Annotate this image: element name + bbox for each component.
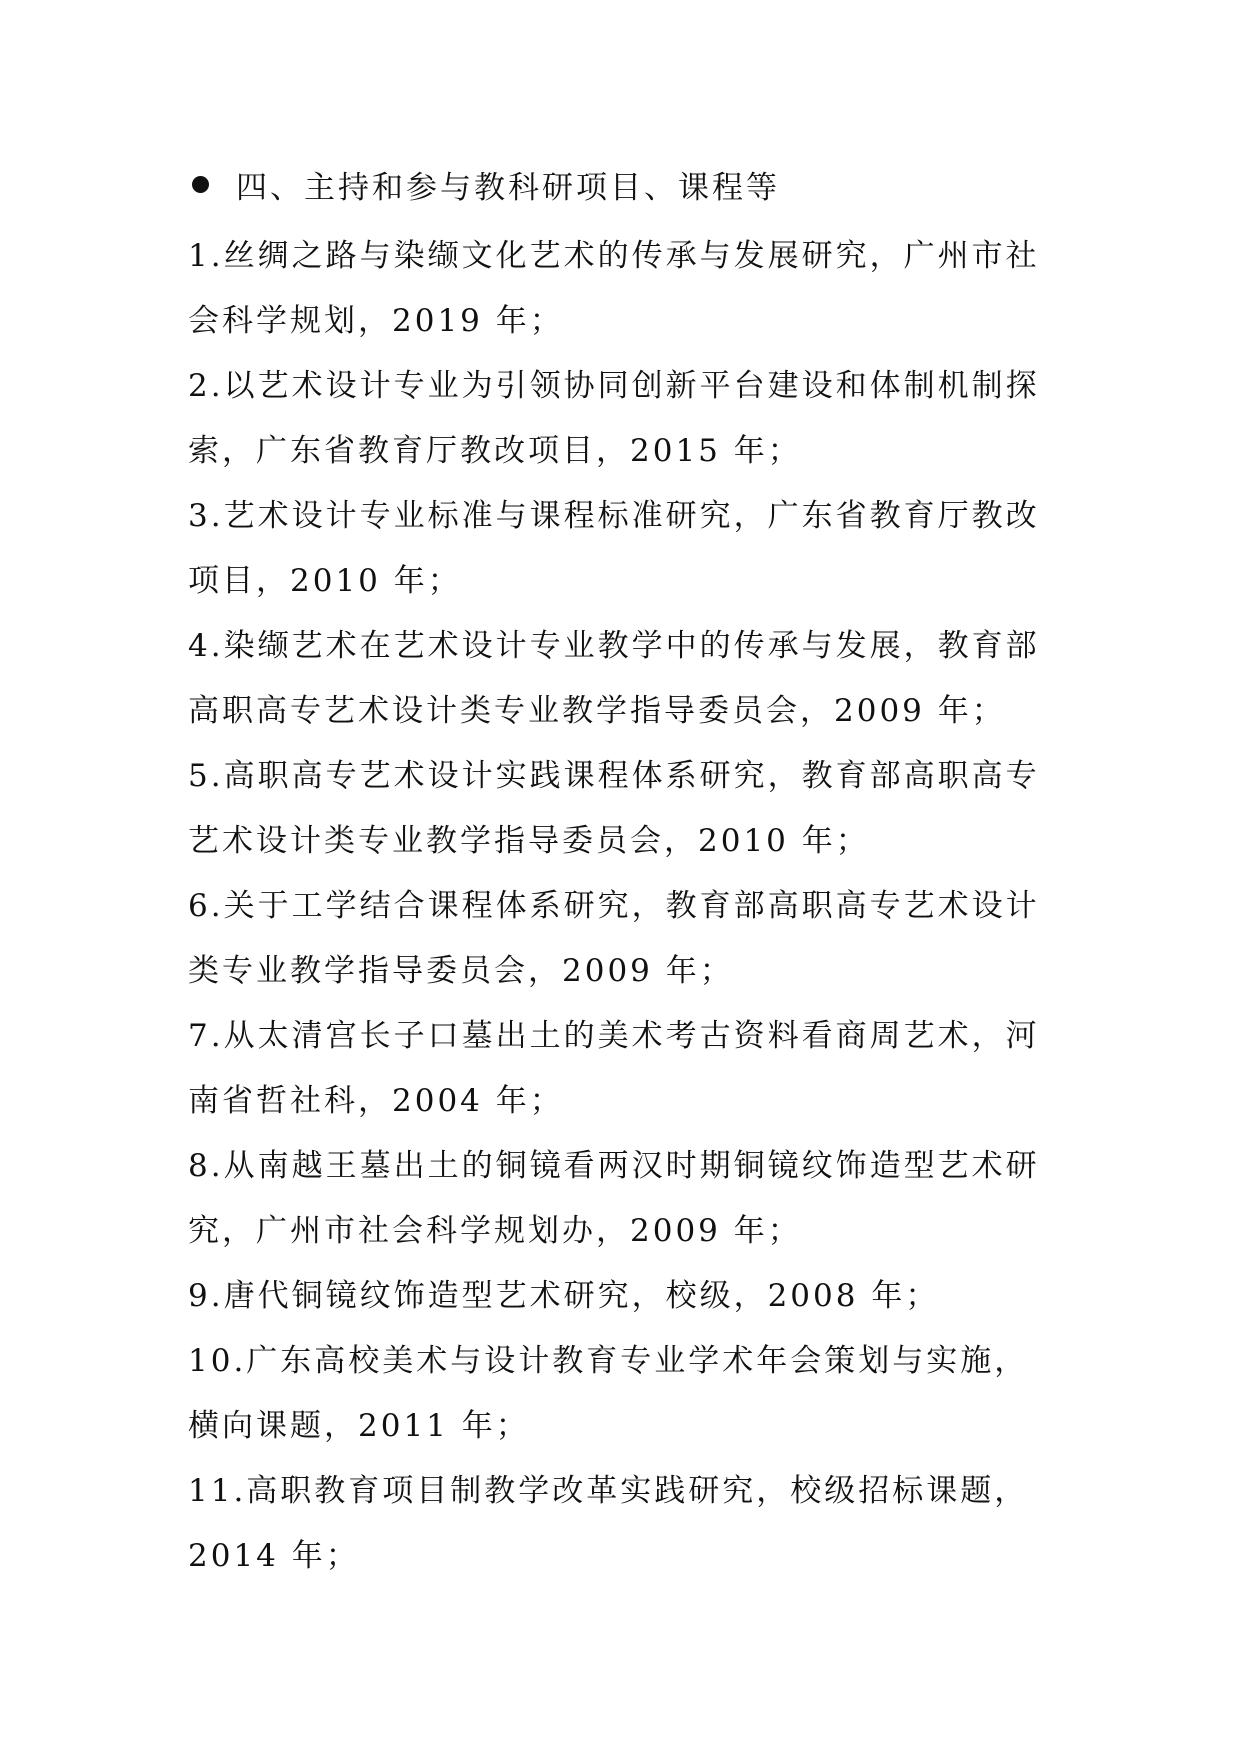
project-item: 3.艺术设计专业标准与课程标准研究，广东省教育厅教改项目，2010 年； — [188, 498, 1040, 599]
project-item: 6.关于工学结合课程体系研究，教育部高职高专艺术设计类专业教学指导委员会，2009 年； — [188, 888, 1040, 989]
section-content — [188, 160, 1048, 1589]
project-item: 9.唐代铜镜纹饰造型艺术研究，校级，2008 年； — [188, 1278, 940, 1314]
project-item: 8.从南越王墓出土的铜镜看两汉时期铜镜纹饰造型艺术研究，广州市社会科学规划办，2009 年； — [188, 1148, 1040, 1249]
project-item: 10.广东高校美术与设计教育专业学术年会策划与实施，横向课题，2011 年； — [188, 1343, 1029, 1444]
section-title: 四、主持和参与教科研项目、课程等 — [236, 169, 780, 206]
project-item: 2.以艺术设计专业为引领协同创新平台建设和体制机制探索，广东省教育厅教改项目，2015 年； — [188, 368, 1040, 469]
project-item: 11.高职教育项目制教学改革实践研究，校级招标课题，2014 年； — [188, 1473, 1029, 1574]
section-heading — [188, 160, 1048, 208]
project-item: 5.高职高专艺术设计实践课程体系研究，教育部高职高专艺术设计类专业教学指导委员会，2010 年； — [188, 758, 1040, 859]
project-item: 1.丝绸之路与染缬文化艺术的传承与发展研究，广州市社会科学规划，2019 年； — [188, 238, 1040, 339]
project-item: 7.从太清宫长子口墓出土的美术考古资料看商周艺术，河南省哲社科，2004 年； — [188, 1018, 1040, 1119]
bullet-icon — [192, 176, 209, 193]
project-item: 4.染缬艺术在艺术设计专业教学中的传承与发展，教育部高职高专艺术设计类专业教学指导委员会，2009 年； — [188, 628, 1040, 729]
